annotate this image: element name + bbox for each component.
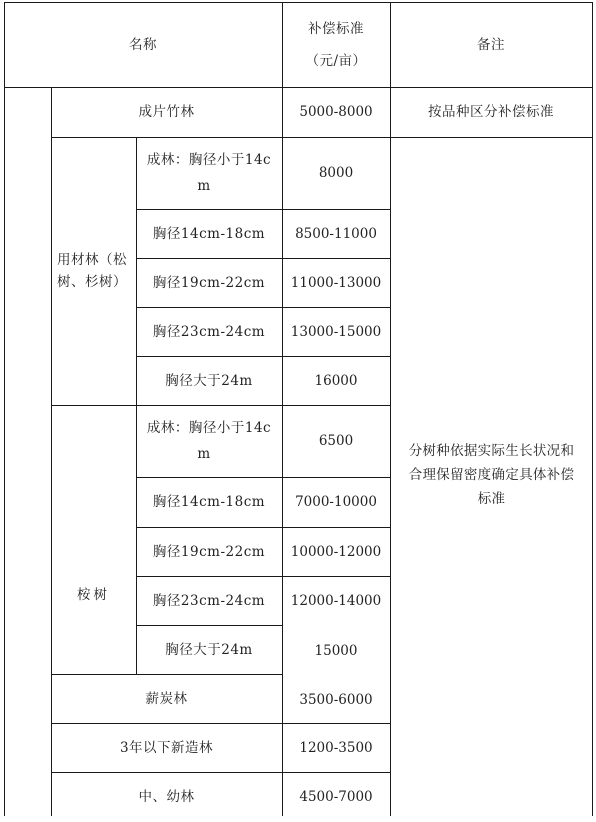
header-standard [282, 2, 390, 87]
new-forest-value: 1200-3500 [299, 739, 373, 756]
timber-sub-value-5: 16000 [314, 372, 358, 389]
timber-sub-label-1-line2: m [197, 178, 211, 194]
eucalyptus-sub-label-2: 胸径14cm-18cm [152, 494, 266, 510]
timber-sub-label-1 [136, 137, 282, 209]
bamboo-note: 按品种区分补偿标准 [428, 104, 554, 120]
timber-sub-label-3: 胸径19cm-22cm [152, 274, 266, 291]
bamboo-label: 成片竹林 [138, 104, 195, 120]
header-name: 名称 [129, 36, 157, 53]
timber-sub-label-5: 胸径大于24m [165, 372, 253, 389]
eucalyptus-sub-value-4: 12000-14000 [290, 592, 382, 609]
young-forest-value: 4500-7000 [299, 789, 373, 805]
eucalyptus-sub-label-1-line2: m [197, 446, 211, 462]
eucalyptus-sub-value-3: 10000-12000 [290, 543, 382, 560]
eucalyptus-sub-label-3: 胸径19cm-22cm [152, 543, 266, 560]
header-standard-title: 补偿标准 [308, 20, 364, 37]
firewood-label: 薪炭林 [145, 690, 188, 707]
eucalyptus-group-label: 桉树 [77, 586, 110, 603]
bamboo-value: 5000-8000 [299, 104, 373, 120]
eucalyptus-sub-value-5: 15000 [314, 643, 358, 659]
timber-sub-label-1-line1: 成林：胸径小于14c [146, 152, 272, 168]
eucalyptus-sub-label-4: 胸径23cm-24cm [152, 592, 266, 609]
firewood-value: 3500-6000 [299, 692, 373, 708]
timber-group-label-line2: 树、杉树） [57, 274, 127, 290]
timber-sub-label-4: 胸径23cm-24cm [152, 323, 266, 340]
timber-sub-label-2: 胸径14cm-18cm [152, 225, 266, 242]
merged-note-line3: 标准 [477, 491, 506, 507]
merged-note [391, 430, 592, 520]
timber-group-label [51, 137, 136, 405]
timber-group-label-line1: 用材林（松 [57, 252, 127, 268]
eucalyptus-sub-value-2: 7000-10000 [295, 494, 377, 510]
eucalyptus-sub-value-1: 6500 [318, 433, 354, 449]
timber-sub-value-1: 8000 [318, 165, 354, 181]
header-note: 备注 [477, 36, 505, 53]
merged-note-line1: 分树种依据实际生长状况和 [408, 443, 575, 459]
eucalyptus-sub-label-1-line1: 成林：胸径小于14c [146, 420, 272, 436]
new-forest-label: 3年以下新造林 [119, 739, 214, 756]
timber-sub-value-3: 11000-13000 [290, 274, 382, 291]
timber-sub-value-2: 8500-11000 [295, 225, 377, 242]
header-standard-unit: （元/亩） [305, 52, 367, 69]
young-forest-label: 中、幼林 [138, 789, 195, 805]
eucalyptus-sub-label-1 [136, 405, 282, 477]
eucalyptus-sub-label-5: 胸径大于24m [165, 641, 253, 658]
timber-sub-value-4: 13000-15000 [290, 323, 382, 340]
merged-note-line2: 合理保留密度确定具体补偿 [408, 467, 575, 483]
